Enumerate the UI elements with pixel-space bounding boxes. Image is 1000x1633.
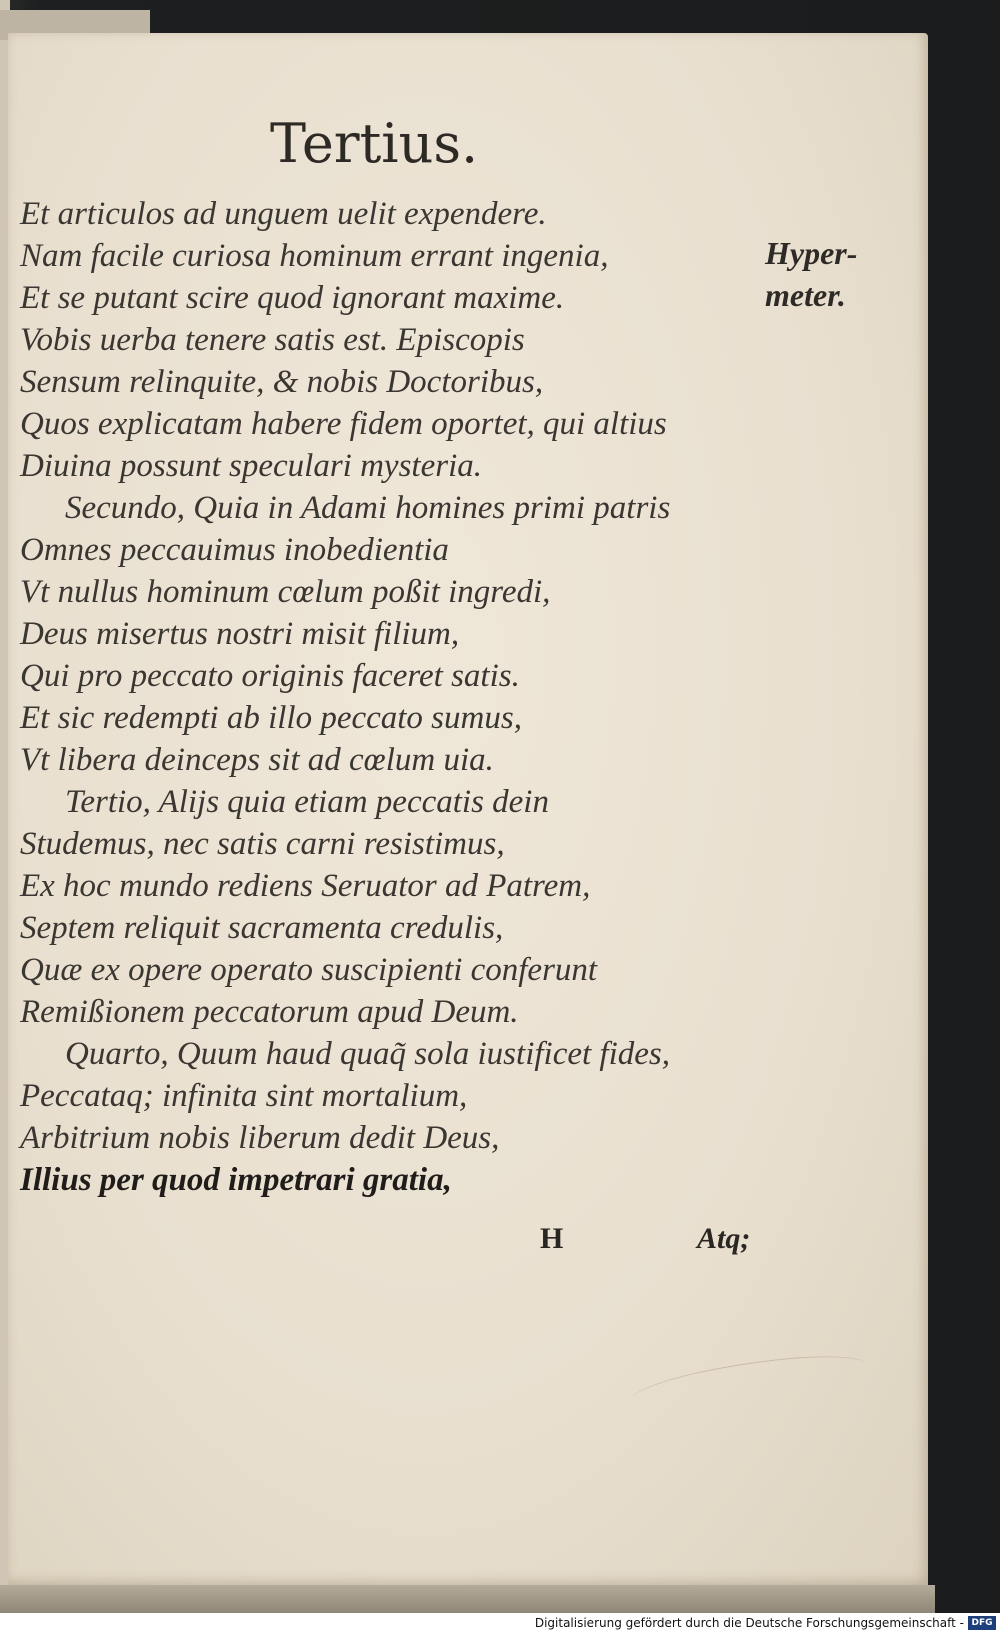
- running-head: Tertius.: [270, 112, 479, 175]
- verse-line: Diuina possunt speculari mysteria.: [20, 448, 482, 484]
- verse-line: Remißionem peccatorum apud Deum.: [20, 994, 519, 1030]
- verse-line: Nam facile curiosa hominum errant ingenia,: [20, 238, 609, 274]
- verse-line: Peccataq; infinita sint mortalium,: [20, 1078, 468, 1114]
- verse-line: Secundo, Quia in Adami homines primi patris: [65, 490, 671, 526]
- verse-line: Et articulos ad unguem uelit expendere.: [20, 196, 547, 232]
- verse-line: Quæ ex opere operato suscipienti conferunt: [20, 952, 598, 988]
- verse-line: Et se putant scire quod ignorant maxime.: [20, 280, 565, 316]
- signature-mark: H: [540, 1222, 564, 1255]
- margin-note-line: Hyper-: [765, 235, 858, 271]
- verse-line: Ex hoc mundo rediens Seruator ad Patrem,: [20, 868, 591, 904]
- dfg-logo: DFG: [968, 1616, 996, 1630]
- page-bottom-edge: [0, 1585, 935, 1613]
- verse-line: Omnes peccauimus inobedientia: [20, 532, 449, 568]
- verse-line: Vt libera deinceps sit ad cœlum uia.: [20, 742, 494, 778]
- verse-line: Quarto, Quum haud quaq̃ sola iustificet fides,: [65, 1036, 670, 1072]
- margin-note-line: meter.: [765, 277, 846, 313]
- verse-line: Sensum relinquite, & nobis Doctoribus,: [20, 364, 544, 400]
- verse-line: Vt nullus hominum cœlum poßit ingredi,: [20, 574, 551, 610]
- verse-line: Et sic redempti ab illo peccato sumus,: [20, 700, 522, 736]
- verse-line: Septem reliquit sacramenta credulis,: [20, 910, 504, 946]
- margin-note: [765, 232, 857, 316]
- verse-line: Tertio, Alijs quia etiam peccatis dein: [65, 784, 549, 820]
- verse-line: Qui pro peccato originis faceret satis.: [20, 658, 520, 694]
- verse-line: Arbitrium nobis liberum dedit Deus,: [20, 1120, 500, 1156]
- verse-line: Illius per quod impetrari gratia,: [20, 1162, 452, 1198]
- verse-line: Quos explicatam habere fidem oportet, qui altius: [20, 406, 667, 442]
- catchword: Atq;: [697, 1222, 751, 1255]
- verse-text: [20, 193, 780, 1201]
- verse-line: Studemus, nec satis carni resistimus,: [20, 826, 505, 862]
- verse-line: Deus misertus nostri misit filium,: [20, 616, 460, 652]
- verse-line: Vobis uerba tenere satis est. Episcopis: [20, 322, 525, 358]
- digitization-footer: [0, 1613, 1000, 1633]
- paper-crease: [626, 1349, 869, 1419]
- footer-credit: Digitalisierung gefördert durch die Deutsche Forschungsgemeinschaft -: [534, 1616, 964, 1630]
